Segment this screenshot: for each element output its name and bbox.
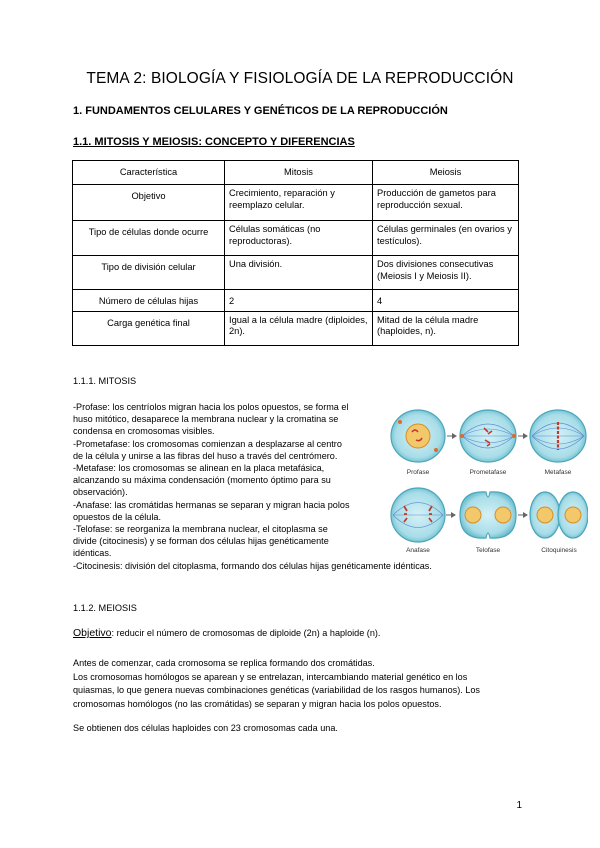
- text-line: -Telofase: se reorganiza la membrana nuclear, el citoplasma se: [73, 524, 328, 535]
- table-cell: Tipo de división celular: [73, 256, 225, 290]
- objective-text: : reducir el número de cromosomas de diploide (2n) a haploide (n).: [111, 628, 381, 638]
- table-cell: Una división.: [225, 256, 373, 290]
- page-title: TEMA 2: BIOLOGÍA Y FISIOLOGÍA DE LA REPRODUCCIÓN: [86, 70, 514, 87]
- page-number: 1: [516, 800, 522, 811]
- citoquinesis-cells: [530, 492, 588, 538]
- profase-cell: [391, 410, 445, 462]
- table-cell: Células germinales (en ovarios y testículos).: [373, 221, 519, 256]
- meiosis-result: Se obtienen dos células haploides con 23 cromosomas cada una.: [73, 723, 338, 733]
- text-line: -Profase: los centríolos migran hacia los polos opuestos, se forma el: [73, 402, 349, 412]
- text-line: divide (citocinesis) y se forman dos células hijas genéticamente: [73, 536, 329, 547]
- section-heading: 1. FUNDAMENTOS CELULARES Y GENÉTICOS DE LA REPRODUCCIÓN: [73, 105, 448, 117]
- text-line: observación).: [73, 487, 128, 498]
- table-cell: Producción de gametos para reproducción sexual.: [373, 185, 519, 221]
- table-cell: Mitad de la célula madre (haploides, n).: [373, 311, 519, 345]
- mitosis-heading: 1.1.1. MITOSIS: [73, 376, 137, 386]
- text-line: quiasmas, lo que genera nuevas combinaciones genéticas (variabilidad de los rasgos humanos). Los: [73, 685, 480, 696]
- subsection-heading: 1.1. MITOSIS Y MEIOSIS: CONCEPTO Y DIFERENCIAS: [73, 136, 355, 148]
- table-cell: Tipo de células donde ocurre: [73, 221, 225, 256]
- text-line: opuestos de la célula.: [73, 511, 161, 522]
- table-row: [73, 185, 519, 221]
- table-cell: Número de células hijas: [73, 290, 225, 312]
- label-anafase: Anafase: [406, 547, 430, 554]
- meiosis-objective: [73, 627, 380, 639]
- text-line: Antes de comenzar, cada cromosoma se replica formando dos cromátidas.: [73, 658, 375, 668]
- metafase-cell: [530, 410, 586, 462]
- header-cell: Meiosis: [373, 161, 519, 185]
- text-line: alcanzando su máxima condensación (momento óptimo para su: [73, 475, 331, 486]
- header-cell: Característica: [73, 161, 225, 185]
- header-cell: Mitosis: [225, 161, 373, 185]
- mitosis-phases-diagram: [388, 402, 588, 560]
- comparison-table: [72, 160, 519, 346]
- label-metafase: Metafase: [544, 469, 572, 476]
- table-cell: 2: [225, 290, 373, 312]
- meiosis-text: [73, 657, 533, 711]
- text-line: -Metafase: los cromosomas se alinean en la placa metafásica,: [73, 463, 325, 474]
- table-row: [73, 290, 519, 312]
- text-line: condensa en cromosomas visibles.: [73, 426, 215, 437]
- text-line: Los cromosomas homólogos se aparean y se entrelazan, intercambiando material genético en los: [73, 671, 468, 682]
- table-cell: 4: [373, 290, 519, 312]
- label-prometafase: Prometafase: [469, 469, 507, 476]
- meiosis-heading: 1.1.2. MEIOSIS: [73, 603, 137, 613]
- label-profase: Profase: [406, 469, 430, 476]
- table-header-row: [73, 161, 519, 185]
- text-line: huso mitótico, desaparece la membrana nuclear y la cromatina se: [73, 414, 339, 425]
- anafase-cell: [391, 488, 445, 542]
- table-row: [73, 311, 519, 345]
- label-telofase: Telofase: [475, 547, 501, 554]
- table-cell: Igual a la célula madre (diploides, 2n).: [225, 311, 373, 345]
- table-cell: Dos divisiones consecutivas (Meiosis I y Meiosis II).: [373, 256, 519, 290]
- text-line: cromosomas homólogos (no las cromátidas) se separan y migran hacia los polos opuestos.: [73, 698, 442, 709]
- table-cell: Células somáticas (no reproductoras).: [225, 221, 373, 256]
- table-row: [73, 256, 519, 290]
- table-cell: Objetivo: [73, 185, 225, 221]
- label-citoquinesis: Citoquinesis: [541, 547, 577, 554]
- text-line: de la célula y unirse a las fibras del huso a través del centrómero.: [73, 450, 338, 461]
- text-line: -Prometafase: los cromosomas comienzan a desplazarse al centro: [73, 438, 342, 449]
- table-cell: Carga genética final: [73, 311, 225, 345]
- table-cell: Crecimiento, reparación y reemplazo celular.: [225, 185, 373, 221]
- text-line: -Anafase: las cromátidas hermanas se separan y migran hacia polos: [73, 499, 350, 510]
- prometafase-cell: [460, 410, 516, 462]
- objective-label: Objetivo: [73, 627, 112, 639]
- table-row: [73, 221, 519, 256]
- text-line: -Citocinesis: división del citoplasma, formando dos células hijas genéticamente idénticas.: [73, 560, 432, 571]
- text-line: idénticas.: [73, 548, 112, 559]
- telofase-cell: [460, 492, 516, 538]
